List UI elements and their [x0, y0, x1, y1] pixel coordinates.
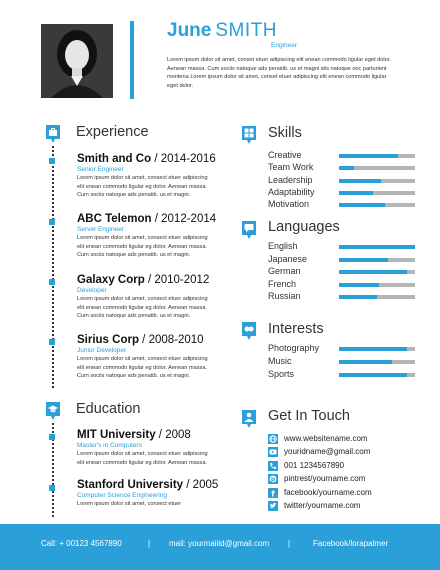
education-title-line: Stanford University / 2005 — [77, 479, 219, 491]
language-row-track — [339, 283, 415, 287]
timeline-node — [49, 339, 55, 345]
contact-item[interactable] — [268, 501, 418, 513]
job-description: Lorem ipsum dolor sit amet, consect etuer adipiscing elit enean commodo ligular eg dolor. Aenean massa. Cum sociis natoque ads penatib. us et magni. — [77, 296, 208, 319]
experience-title: Experience — [76, 124, 149, 140]
languages-title: Languages — [268, 219, 340, 235]
footer-mail[interactable]: mail: yourmailid@gmail.com — [169, 539, 270, 548]
contact-item[interactable] — [268, 488, 418, 500]
user-icon — [242, 410, 256, 424]
job-item — [77, 153, 216, 200]
timeline-node — [49, 434, 55, 440]
footer-separator: | — [288, 539, 291, 548]
interests-title: Interests — [268, 321, 324, 337]
education-description: Lorem ipsum dolor sit amet, consect etuer adipiscing elit enean commodo ligular eg dolor. Aenean massa. — [77, 451, 208, 466]
svg-text:f: f — [271, 488, 275, 497]
skill-row-level — [339, 166, 354, 170]
language-row-track — [339, 245, 415, 249]
interest-row-label: Photography — [268, 343, 320, 353]
contact-item[interactable] — [268, 447, 418, 459]
language-row-level — [339, 270, 407, 274]
job-description: Lorem ipsum dolor sit amet, consect etuer adipiscing elit enean commodo ligular eg dolor. Aenean massa. Cum sociis natoque ads penatib. us et magni. — [77, 175, 208, 198]
language-row-label: German — [268, 266, 301, 277]
skills-icon — [242, 126, 256, 140]
timeline-node — [49, 279, 55, 285]
pinterest-icon — [268, 474, 278, 484]
interest-row-track — [339, 360, 415, 364]
job-item — [77, 213, 217, 260]
language-row — [268, 241, 415, 253]
skill-row — [268, 175, 415, 187]
language-row-label: Japanese — [268, 253, 308, 264]
language-row-track — [339, 295, 415, 299]
skill-row-label: Creative — [268, 150, 302, 160]
job-role: Developer — [77, 287, 107, 294]
interest-row-level — [339, 347, 407, 351]
language-row-track — [339, 270, 415, 274]
skill-row-track — [339, 203, 415, 207]
contact-text: www.websitename.com — [284, 434, 368, 443]
education-item — [77, 429, 212, 467]
profile-summary: Lorem ipsum dolor sit amet, conset etuer adipiscing elit enean commodo ligular eget dolor. Aenean massa. Cum sociis natoque ads penatib. us et magni stis natoque ooc parturient montena Lorem ipsum dolor sit amet, conset etuer adipiscing elit enean commodo ligular eget dolor. — [167, 57, 391, 89]
first-name: June — [167, 20, 212, 41]
contact-item[interactable] — [268, 461, 418, 473]
education-description: Lorem ipsum dolor sit amet, consect etuer — [77, 501, 182, 507]
job-item — [77, 334, 212, 381]
candidate-name — [167, 20, 277, 42]
footer-separator: | — [148, 539, 151, 548]
job-title: Galaxy Corp / 2010-2012 — [77, 274, 210, 286]
skill-row-track — [339, 191, 415, 195]
interest-row — [268, 356, 415, 368]
footer-bar — [0, 524, 440, 570]
globe-icon — [268, 434, 278, 444]
timeline-node — [49, 219, 55, 225]
skill-row-level — [339, 179, 381, 183]
skill-row-label: Adaptability — [268, 186, 315, 197]
education-title-line: MIT University / 2008 — [77, 429, 191, 441]
contact-text: facebook/yourname.com — [284, 487, 372, 497]
phone-icon — [268, 461, 278, 471]
twitter-icon — [268, 501, 278, 511]
interest-row-track — [339, 347, 415, 351]
candidate-role: Engineer — [271, 42, 298, 49]
skill-row — [268, 199, 415, 211]
job-title: ABC Telemon / 2012-2014 — [77, 213, 217, 225]
skill-row — [268, 187, 415, 199]
job-title: Sirius Corp / 2008-2010 — [77, 334, 204, 346]
language-row-label: French — [268, 278, 297, 289]
job-description: Lorem ipsum dolor sit amet, consect etuer adipiscing elit enean commodo ligular eg dolor. Aenean massa. Cum sociis natoque ads penatib. us et magni. — [77, 356, 208, 379]
job-description: Lorem ipsum dolor sit amet, consect etuer adipiscing elit enean commodo ligular eg dolor. Aenean massa. Cum sociis natoque ads penatib. us et magni. — [77, 235, 208, 258]
speech-bubble-icon — [242, 221, 256, 235]
skill-row-track — [339, 154, 415, 158]
language-row — [268, 266, 415, 278]
skill-row-level — [339, 191, 373, 195]
skill-row-label: Motivation — [268, 199, 310, 210]
skills-title: Skills — [268, 125, 302, 141]
svg-text:p: p — [270, 476, 276, 484]
language-row-level — [339, 295, 377, 299]
contact-item[interactable] — [268, 434, 418, 446]
last-name: SMITH — [215, 20, 277, 41]
interest-row-level — [339, 373, 407, 377]
interest-row-track — [339, 373, 415, 377]
education-title: Education — [76, 401, 141, 417]
contact-text: youridname@gmail.com — [284, 447, 371, 457]
skill-row-level — [339, 154, 398, 158]
language-row-track — [339, 258, 415, 262]
youtube-icon — [268, 447, 278, 457]
job-item — [77, 274, 212, 321]
contact-item[interactable] — [268, 474, 418, 486]
interest-row-label: Music — [268, 356, 292, 366]
education-degree: Computer Science Engineering — [77, 492, 167, 499]
job-title: Smith and Co / 2014-2016 — [77, 153, 216, 165]
skill-row-track — [339, 166, 415, 170]
language-row — [268, 254, 415, 266]
timeline-node — [49, 485, 55, 491]
skill-row-level — [339, 203, 385, 207]
experience-timeline — [52, 146, 54, 388]
facebook-icon — [268, 488, 278, 498]
skill-row — [268, 150, 415, 162]
graduation-cap-icon — [46, 402, 60, 416]
interest-row-level — [339, 360, 392, 364]
timeline-node — [49, 158, 55, 164]
contact-text: twitter/yourname.com — [284, 501, 361, 510]
profile-photo — [41, 24, 113, 98]
language-row-level — [339, 283, 379, 287]
job-role: Junior Developer — [77, 347, 127, 354]
language-row-level — [339, 258, 388, 262]
skill-row — [268, 162, 415, 174]
briefcase-icon — [46, 125, 60, 139]
language-row — [268, 291, 415, 303]
header-accent-bar — [130, 21, 134, 99]
footer-facebook[interactable]: Facebook/lorapalmer — [313, 539, 389, 548]
skill-row-label: Team Work — [268, 162, 314, 173]
interest-row — [268, 369, 415, 381]
contact-text: pintrest/yourname.com — [284, 474, 366, 484]
job-role: Server Engineer — [77, 226, 124, 233]
language-row-label: Russian — [268, 291, 301, 302]
contact-text: 001 1234567890 — [284, 460, 345, 470]
language-row-label: English — [268, 241, 298, 251]
interest-row-label: Sports — [268, 369, 295, 379]
education-degree: Master's in Computers — [77, 442, 142, 449]
skill-row-track — [339, 179, 415, 183]
language-row — [268, 279, 415, 291]
education-item — [77, 479, 219, 509]
interests-icon — [242, 322, 256, 336]
contact-title: Get In Touch — [268, 408, 350, 424]
skill-row-label: Leadership — [268, 174, 313, 185]
language-row-level — [339, 245, 415, 249]
footer-call: Call: + 00123 4567890 — [41, 539, 122, 548]
interest-row — [268, 343, 415, 355]
job-role: Senior Engineer — [77, 166, 124, 173]
